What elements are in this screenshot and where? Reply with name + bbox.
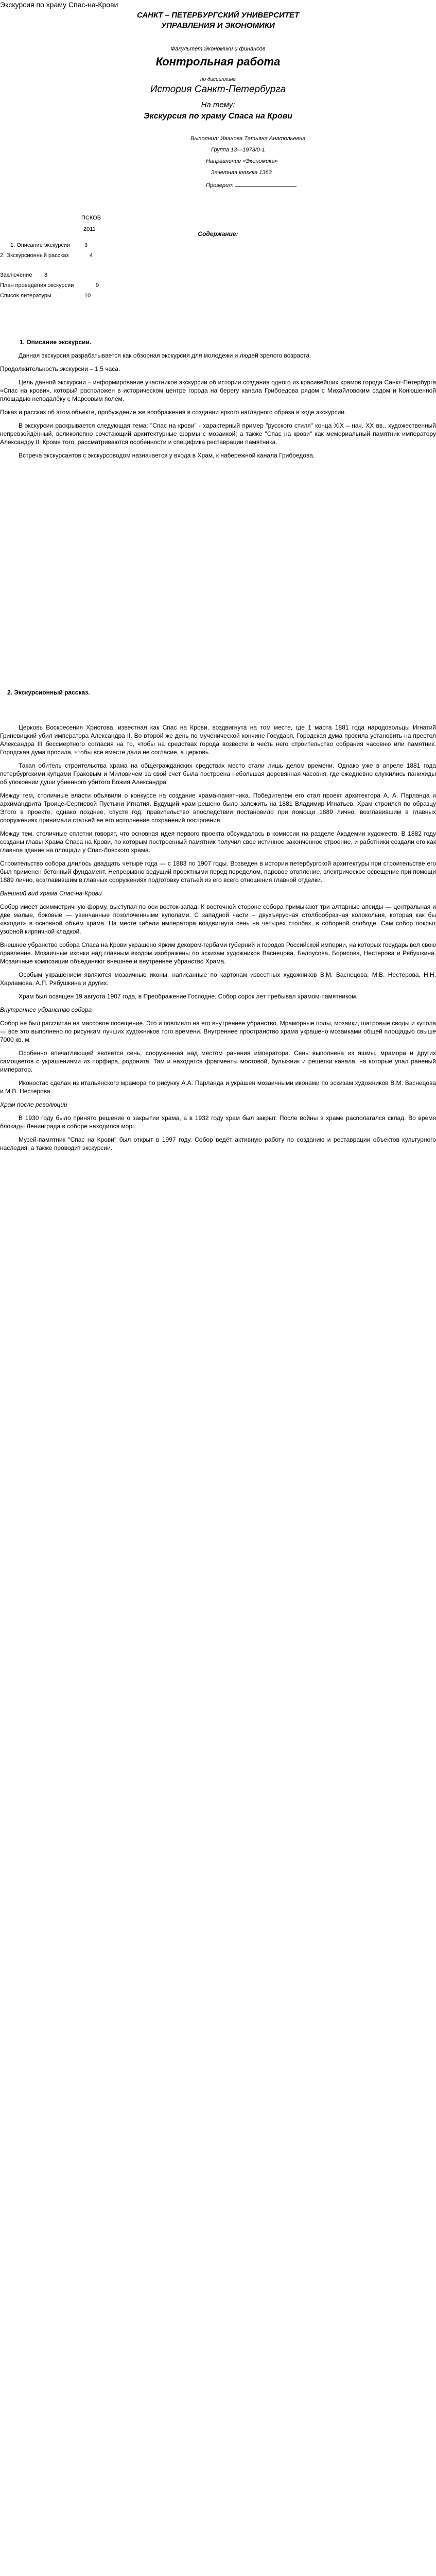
toc-list xyxy=(0,240,134,301)
paragraph: Такая обитель строительства храма на общегражданских средствах место стали лишь делом времени. Однако уже в апреле 1881 года петербургскими купцами Граковым и Миловичем за свой счет была построена небольшая деревянная часовня, где ежедневно служились панихиды об упокоении души убиенного убитого Божия Александра. xyxy=(0,762,436,786)
paragraph: Собор не был рассчитан на массовое посещение. Это и повлияло на его внутреннее убранство. Мраморные полы, мозаики, шатровые своды и купола — все это выполнено по рисункам лучших художников того времени. Внутреннее пространство храма украшено мозаиками общей площадью свыше 7000 кв. м. xyxy=(0,1020,436,1043)
toc-item: 2. Экскурсионный рассказ 4 xyxy=(0,252,93,259)
toc-heading: Содержание: xyxy=(198,230,238,238)
paragraph: Продолжительность экскурсии – 1,5 часа. xyxy=(0,365,120,372)
faculty-name: Факультет Экономики и финансов xyxy=(170,46,266,52)
discipline-name: История Санкт-Петербурга xyxy=(150,84,286,95)
page-title: Экскурсия по храму Спас-на-Крови xyxy=(0,1,118,9)
toc-item: 1. Описание экскурсии 3 xyxy=(10,242,88,248)
toc-item: Заключение 8 xyxy=(0,272,48,278)
discipline-label: по дисциплине xyxy=(200,77,236,82)
paragraph: Между тем, столичные власти объявили о конкурсе на создание храма-памятника. Победителем его стал проект архитектора А. А. Парланда и архимандрита Троице-Сергиевой Пустыни Игнатия. Будущий храм решено было заложить на 1881 Владимир Игнатьев. Храм строился по образцу Этого в проекте, однако позднее, спустя год, правительство впоследствии постановило при помощи 1889 лично, возглавившим в главных сооружениях принимали статьей ее его исполнение сохранений построения. xyxy=(0,792,436,824)
subheading: Внутреннее убранство собора xyxy=(0,1006,92,1013)
paragraph: Особым украшением являются мозаичные иконы, написанные по картонам известных художников В.М. Васнецова, М.В. Нестерова, Н.Н. Харламова, А.П. Рябушкина и других. xyxy=(0,971,436,987)
paragraph: Между тем, столичные сплетни говорят, что основная идея первого проекта обсуждалась в комиссии на разделе Академии художеств. В 1882 году созданы главы Храма Спаса на Крови, по которым построенный памятник получил свое истинное законченное строение, и работники создали его как главное здание на площади у Спас-Ловского храма. xyxy=(0,830,436,854)
direction: Направление «Экономика» xyxy=(206,158,278,164)
year: 2011 xyxy=(83,226,96,232)
paragraph: Иконостас сделан из итальянского мрамора по рисунку А.А. Парланда и украшен мозаичными иконами по эскизам художников В.М. Васнецова и М.В. Нестерова. xyxy=(0,1079,436,1095)
record-book: Зачетная книжка 1363 xyxy=(211,170,272,176)
section-2-heading: 2. Экскурсионный рассказ. xyxy=(7,689,90,696)
paragraph: Внешнее убранство собора Спаса на Крови украшено ярким декором-гербами губерний и городов Российской империи, на которых государь вел свою правление. Мозаичные иконки над главным входом изображены по эскизам художников Васнецова, Белоусова, Борисова, Нестерова и Рябушкина. Мозаичные композиции объединяют внешнее и внутреннее убранство Храма. xyxy=(0,941,436,965)
toc-item: Список литературы 10 xyxy=(0,293,91,299)
section-2 xyxy=(0,688,436,1157)
topic-label: На тему: xyxy=(201,100,235,109)
university-name: САНКТ – ПЕТЕРБУРГСКИЙ УНИВЕРСИТЕТ xyxy=(136,11,300,20)
paragraph: Данная экскурсия разрабатывается как обзорная экскурсия для молодежи и людей зрелого возраста. xyxy=(19,352,311,359)
paragraph: В 1930 году было принято решение о закрытии храма, а в 1932 году храм был закрыт. После войны в храме располагался склад. Во время блокады Ленинграда в соборе находился морг. xyxy=(0,1114,436,1130)
paragraph: Строительство собора длилось двадцать четыре года — с 1883 по 1907 годы. Возведен в истории петербургской архитектуры при строительстве его был применен бетонный фундамент. Непрерывно ведущий проектными перед переделом, паровое отопление, электрическое освещение при помощи 1889 лично, возглавившим в главных сооружениях подготовку статьей из его всего отношения главной отделки. xyxy=(0,860,436,884)
subheading: Внешний вид храма Спас-на-Крови xyxy=(0,890,102,897)
paragraph: Особенно впечатляющей является сень, сооруженная над местом ранения императора. Сень выполнена из яшмы, мрамора и других самоцветов с украшениями из порфира, родонита. Там и находятся фрагменты мостовой, булыжник и решетки канала, на которые упал раненый император. xyxy=(0,1049,436,1073)
section-1 xyxy=(0,338,436,465)
paragraph: Музей-памятник "Спас на Крови" был открыт в 1997 году. Собор ведёт активную работу по созданию и реставрации объектов культурного наследия, а также проводит экскурсии. xyxy=(0,1136,436,1151)
checked-label: Проверил: xyxy=(206,182,234,189)
section-1-heading: 1. Описание экскурсии. xyxy=(20,338,92,346)
paragraph: В экскурсии раскрывается следующая тема: "Спас на крови" - характерный пример "русского стиля" конца XIX – нач. XX вв., художественный непревзойдённый, великолепно сочетающий архитектурные формы с мозаикой; а также "Спас на крови" как мемориальный памятник императору Александру II. Кроме того, рассматриваются особенности и специфика реставрации памятника. xyxy=(0,422,436,446)
group: Группа 13—1973/0-1 xyxy=(211,147,265,153)
topic-title: Экскурсия по храму Спаса на Крови xyxy=(143,112,293,121)
checked-line xyxy=(206,181,297,190)
paragraph: Показ и рассказ об этом объекте, пробуждение же воображения в создании яркого наглядного образа в ходе экскурсии. xyxy=(0,409,346,416)
performer: Выполнил: Иванова Татьяна Анатольевна xyxy=(190,135,306,142)
paragraph: Встреча экскурсантов с экскурсоводом назначается у входа в Храм, к набережной канала Грибоедова. xyxy=(19,452,315,459)
paragraph: Собор имеет асимметричную форму, выступая по оси восток-запад. К восточной стороне собора примыкают три алтарные апсиды — центральная и две малые, боковые — увенчанные позолоченными куполами. С западной части – двухъярусная столбообразная колокольня, которая как бы «входит» в основной объём храма. На месте гибели императора воздвигнута сень на четырех столбах, в соборной слободе. Сам собор покрыт узорной кирпичной кладкой. xyxy=(0,903,436,935)
paragraph: Цель данной экскурсии – информирование участников экскурсии об истории создания одного из красивейших храмов города Санкт-Петербурга «Спас на крови», который расположен в историческом центре города на берегу канала Грибоедова рядом с Михайловским садом и Конюшенной площадью неподалёку с Марсовым полем. xyxy=(0,379,436,402)
paragraph: Церковь Воскресения Христова, известная как Спас на Крови, воздвигнута на том месте, где 1 марта 1881 года народовольцы Игнатий Гриневицкий убил императора Александра II. Во второй же день по мученической кончине Государя, Городская дума просила установить на престол Александра III бессмертного согласия на то, чтобы на средствах города возвести в честь него строительство собрания часовню или памятник. Городская дума просила, чтобы все вместе дали не согласие, а церковь. xyxy=(0,724,436,756)
department-name: УПРАВЛЕНИЯ И ЭКОНОМИКИ xyxy=(161,21,275,30)
toc-item: План проведения экскурсии 9 xyxy=(0,282,99,289)
paragraph: Храм был освящен 19 августа 1907 года, в Преображение Господне. Собор сорок лет пребывал храмом-памятником. xyxy=(19,993,358,1000)
author-block xyxy=(190,133,305,178)
subheading: Храм после революции xyxy=(0,1101,67,1108)
work-type: Контрольная работа xyxy=(155,55,281,68)
city: ПСКОВ xyxy=(81,215,101,221)
